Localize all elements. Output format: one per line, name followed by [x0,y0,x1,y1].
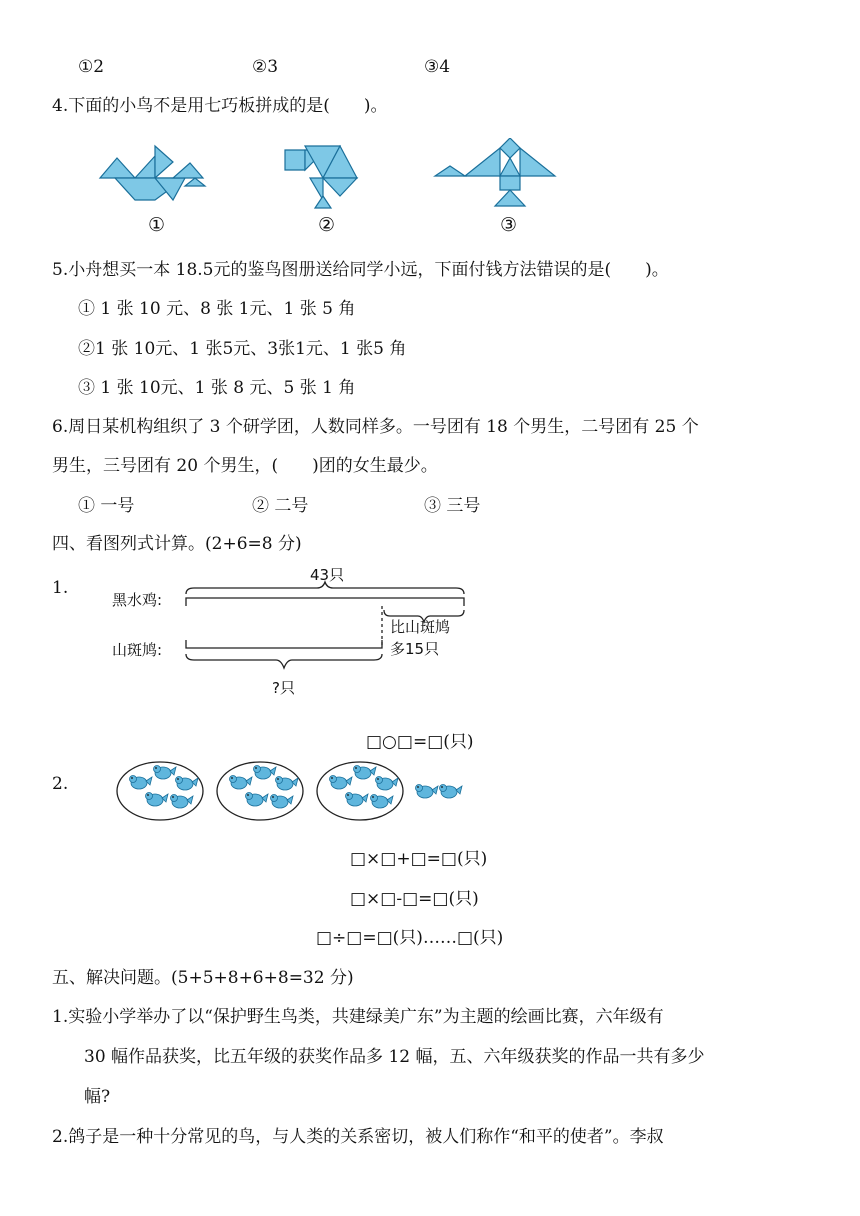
q4-label-3: ③ [500,214,518,236]
section-4-problem-2-equation-1: □×□+□=□(只) [350,849,488,869]
section-4-problem-2-equation-2: □×□-□=□(只) [350,889,479,909]
section-4-problem-1-equation: □○□=□(只) [366,732,474,752]
section-4-problem-2-number: 2. [52,774,69,794]
q6-option-3: ③ 三号 [424,496,481,516]
label-diff-line-2: 多15只 [390,640,440,658]
label-total: 43只 [310,566,345,584]
q6-option-2: ② 二号 [252,496,309,516]
q3-option-2: ②3 [252,57,279,77]
q3-option-1: ①2 [78,57,105,77]
q5-stem: 5.小舟想买一本 18.5元的鉴鸟图册送给同学小远，下面付钱方法错误的是( )。 [52,260,669,280]
q4-label-1: ① [148,214,166,236]
q6-option-1: ① 一号 [78,496,135,516]
tangram-bird-1 [100,146,205,200]
label-turtle-dove: 山斑鸠: [112,641,163,659]
q4-stem: 4.下面的小鸟不是用七巧板拼成的是( )。 [52,96,388,116]
section-5-problem-1-line-2: 30 幅作品获奖，比五年级的获奖作品多 12 幅，五、六年级获奖的作品一共有多少 [84,1047,705,1067]
q4-label-2: ② [318,214,336,236]
q6-line-2: 男生，三号团有 20 个男生，( )团的女生最少。 [52,456,438,476]
label-diff-line-1: 比山斑鸠 [390,618,451,636]
q3-option-3: ③4 [424,57,451,77]
section-4-title: 四、看图列式计算。(2+6=8 分) [52,534,302,554]
tangram-bird-2 [285,146,357,208]
tangram-bird-3 [435,138,555,206]
section-5-problem-2-line-1: 2.鸽子是一种十分常见的鸟，与人类的关系密切，被人们称作“和平的使者”。李叔 [52,1127,664,1147]
section-5-problem-1-line-3: 幅? [84,1087,111,1107]
q5-option-1: ① 1 张 10 元、8 张 1元、1 张 5 角 [78,299,356,319]
label-moorhen: 黑水鸡: [112,591,163,609]
bird-groups-figure [115,758,480,824]
q6-line-1: 6.周日某机构组织了 3 个研学团，人数同样多。一号团有 18 个男生，二号团有 25 个 [52,417,699,437]
line-segment-diagram [180,580,480,680]
section-5-title: 五、解决问题。(5+5+8+6+8=32 分) [52,968,354,988]
section-4-problem-2-equation-3: □÷□=□(只)……□(只) [316,928,504,948]
q5-option-3: ③ 1 张 10元、1 张 8 元、5 张 1 角 [78,378,356,398]
q5-option-2: ②1 张 10元、1 张5元、3张1元、1 张5 角 [78,339,407,359]
section-4-problem-1-number: 1. [52,578,69,598]
label-unknown: ?只 [272,679,295,697]
section-5-problem-1-line-1: 1.实验小学举办了以“保护野生鸟类，共建绿美广东”为主题的绘画比赛，六年级有 [52,1007,664,1027]
